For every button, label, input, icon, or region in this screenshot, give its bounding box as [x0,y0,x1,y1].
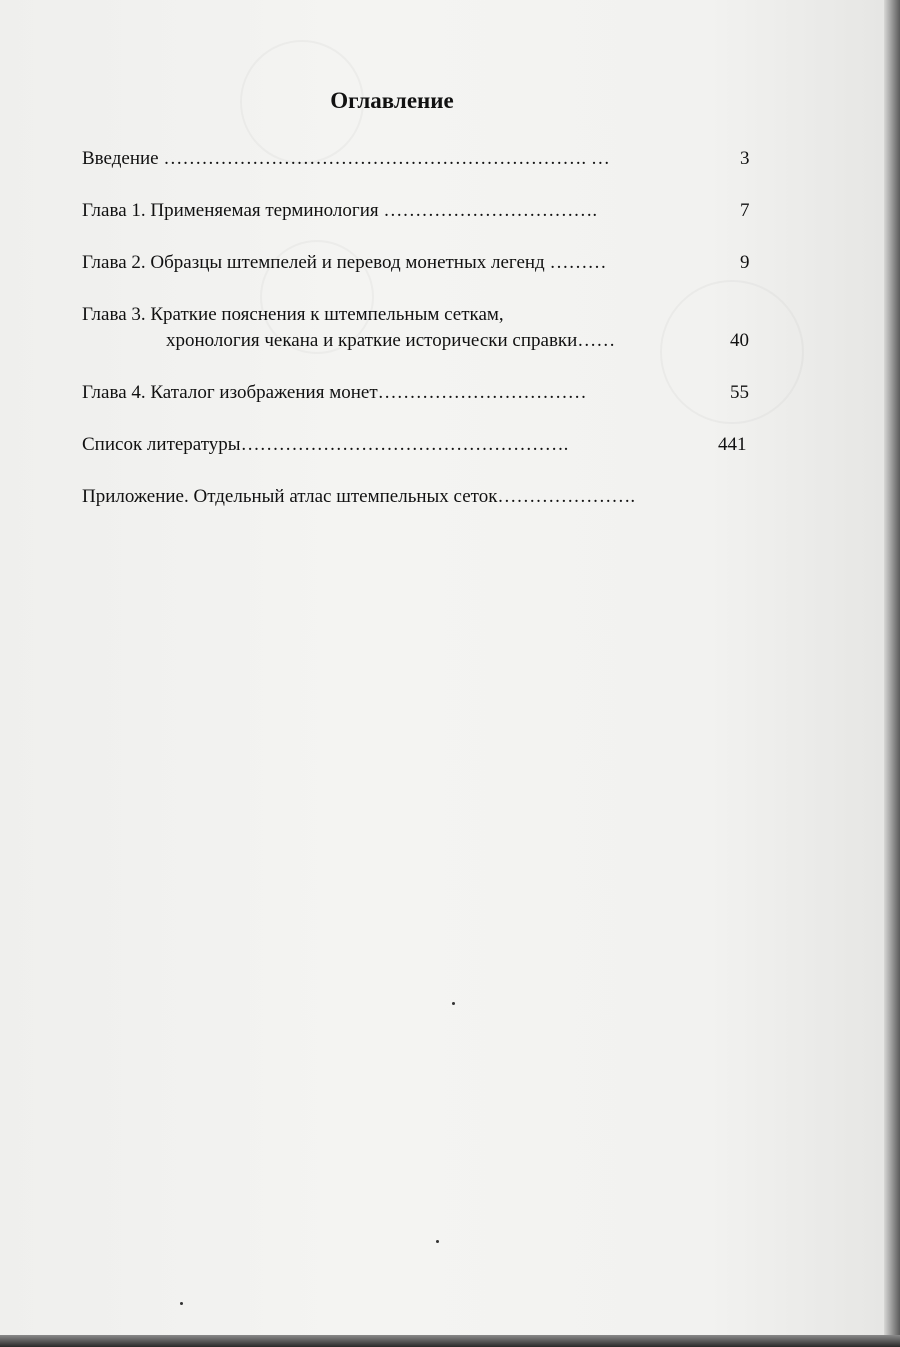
toc-entry-chapter-3: Глава 3. Краткие пояснения к штемпельным сеткам, [82,304,504,325]
speck [436,1240,439,1243]
toc-entry-chapter-4: Глава 4. Каталог изображения монет…………………………… [82,382,587,403]
page-edge [884,0,900,1347]
toc-page-number: 40 [730,330,749,351]
toc-entry-chapter-3-continued: хронология чекана и краткие исторически справки…… [166,330,616,351]
toc-page-number: 55 [730,382,749,403]
toc-page-number: 3 [740,148,750,169]
toc-entry-introduction: Введение …………………………………………………………. … [82,148,610,169]
toc-page-number: 441 [718,434,747,455]
speck [180,1302,183,1305]
toc-page-number: 7 [740,200,750,221]
toc-entry-appendix: Приложение. Отдельный атлас штемпельных сеток…………………. [82,486,636,507]
toc-entry-bibliography: Список литературы……………………………………………. [82,434,569,455]
toc-entry-chapter-2: Глава 2. Образцы штемпелей и перевод монетных легенд ……… [82,252,607,273]
bottom-edge [0,1335,900,1347]
page-title: Оглавление [330,88,454,113]
speck [452,1002,455,1005]
toc-page-number: 9 [740,252,750,273]
toc-entry-chapter-1: Глава 1. Применяемая терминология ……………………………. [82,200,598,221]
